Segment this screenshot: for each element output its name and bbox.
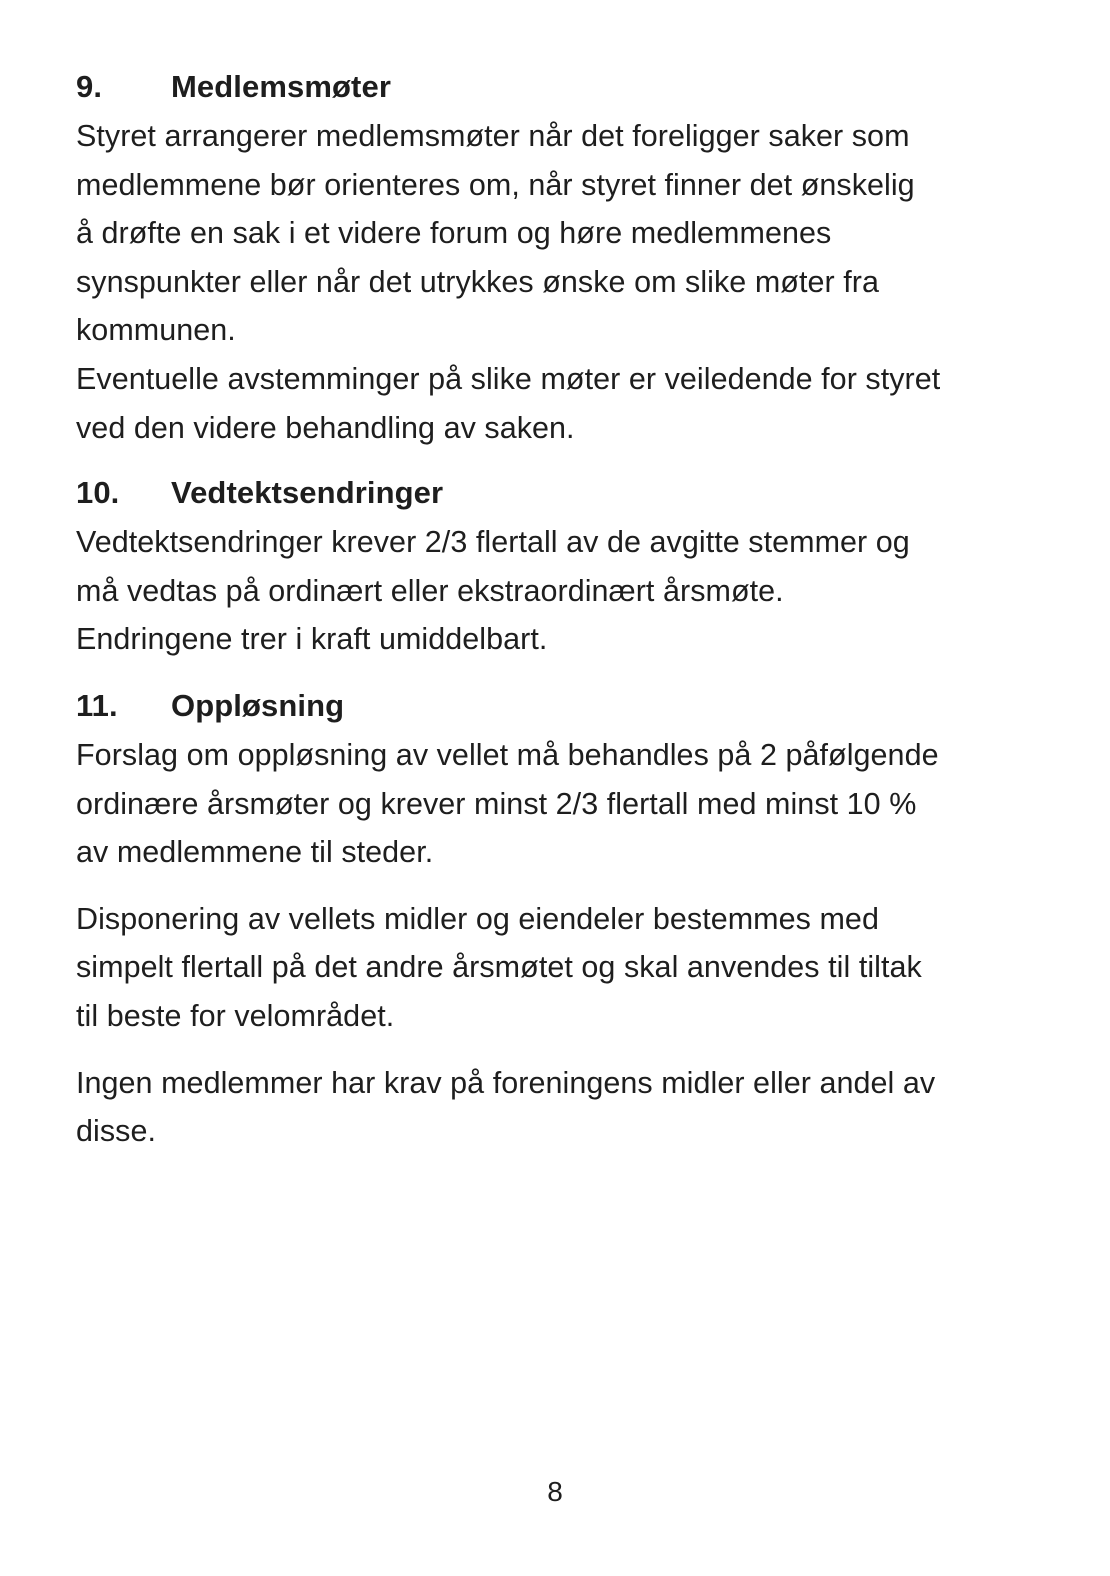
paragraph bbox=[76, 1059, 1046, 1156]
text-line: Endringene trer i kraft umiddelbart. bbox=[76, 622, 548, 657]
text-line: kommunen. bbox=[76, 313, 236, 348]
paragraph bbox=[76, 518, 1046, 615]
text-line: Eventuelle avstemminger på slike møter er veiledende for styret bbox=[76, 361, 941, 396]
page-number: 8 bbox=[547, 1476, 563, 1507]
paragraph bbox=[76, 355, 1046, 452]
section-11 bbox=[76, 681, 1046, 1156]
section-heading bbox=[76, 681, 1046, 731]
section-title: Medlemsmøter bbox=[171, 69, 391, 104]
section-title: Oppløsning bbox=[171, 687, 345, 723]
section-title: Vedtektsendringer bbox=[171, 475, 444, 511]
section-heading bbox=[76, 468, 1046, 518]
section-number: 10. bbox=[76, 475, 120, 511]
text-line: Forslag om oppløsning av vellet må behandles på 2 påfølgende bbox=[76, 737, 939, 772]
text-line: til beste for velområdet. bbox=[76, 998, 395, 1033]
text-line: disse. bbox=[76, 1114, 156, 1149]
section-10 bbox=[76, 468, 1046, 664]
text-line: ordinære årsmøter og krever minst 2/3 flertall med minst 10 % bbox=[76, 786, 917, 821]
section-number: 9. bbox=[76, 69, 103, 104]
text-line: Ingen medlemmer har krav på foreningens midler eller andel av bbox=[76, 1065, 936, 1100]
text-line: må vedtas på ordinært eller ekstraordinært årsmøte. bbox=[76, 573, 784, 608]
paragraph bbox=[76, 615, 1046, 664]
section-9 bbox=[76, 62, 1046, 452]
section-heading bbox=[76, 62, 1046, 112]
text-line: simpelt flertall på det andre årsmøtet og skal anvendes til tiltak bbox=[76, 950, 922, 985]
document-page bbox=[76, 62, 1046, 1156]
text-line: ved den videre behandling av saken. bbox=[76, 410, 575, 445]
text-line: medlemmene bør orienteres om, når styret finner det ønskelig bbox=[76, 167, 915, 202]
paragraph bbox=[76, 112, 1046, 355]
paragraph bbox=[76, 895, 1046, 1041]
text-line: å drøfte en sak i et videre forum og høre medlemmenes bbox=[76, 216, 832, 251]
text-line: Styret arrangerer medlemsmøter når det foreligger saker som bbox=[76, 119, 910, 153]
section-number: 11. bbox=[76, 687, 118, 723]
text-line: synspunkter eller når det utrykkes ønske om slike møter fra bbox=[76, 264, 879, 299]
text-line: Disponering av vellets midler og eiendeler bestemmes med bbox=[76, 901, 879, 936]
paragraph bbox=[76, 731, 1046, 877]
text-line: Vedtektsendringer krever 2/3 flertall av de avgitte stemmer og bbox=[76, 525, 910, 560]
text-line: av medlemmene til steder. bbox=[76, 835, 434, 870]
